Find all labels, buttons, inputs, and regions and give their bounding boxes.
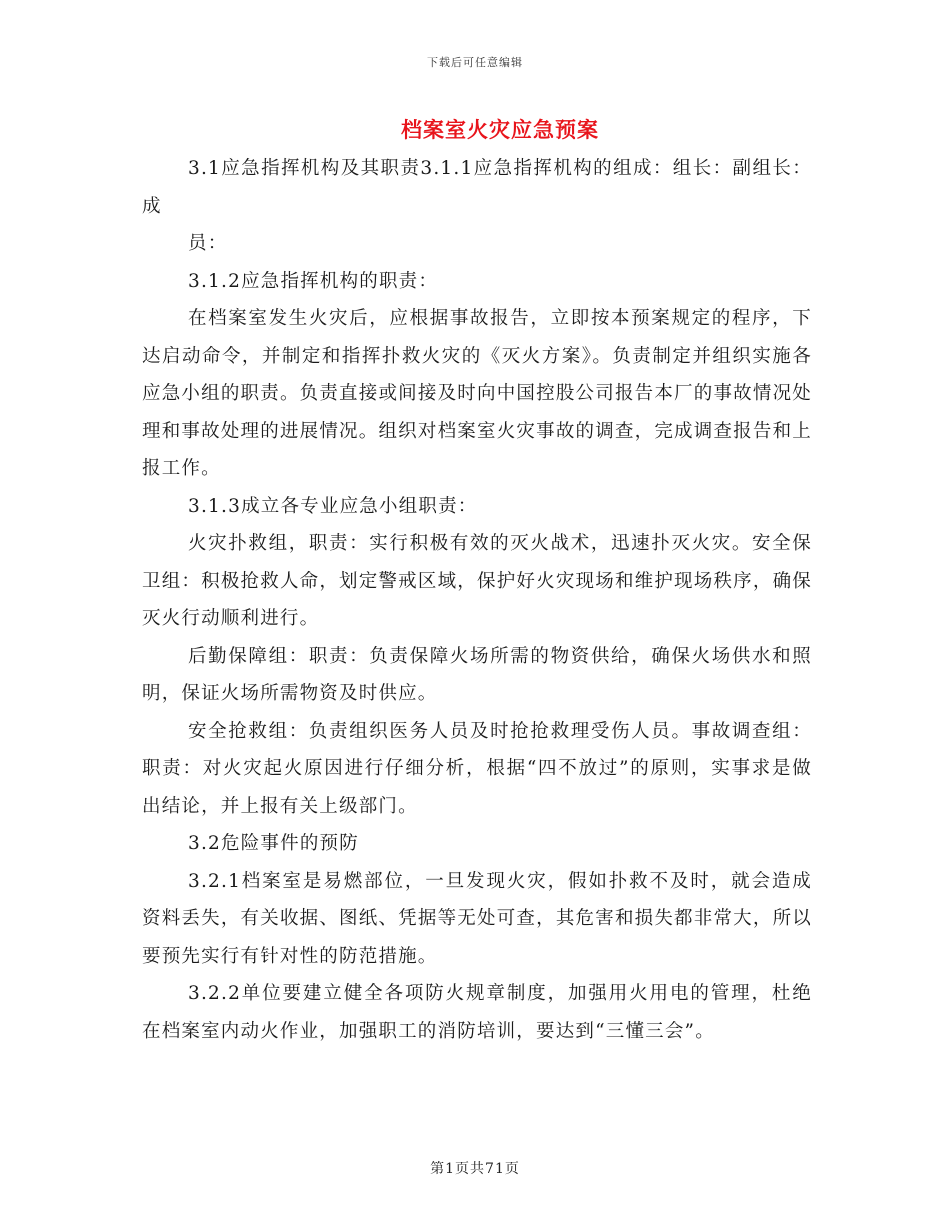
page-number-footer: 第1页共71页 [430, 1161, 520, 1177]
paragraph-section-3-2-1: 3.2.1档案室是易燃部位，一旦发现火灾，假如扑救不及时，就会造成资料丢失，有关收据、图纸、凭据等无处可查，其危害和损失都非常大，所以要预先实行有针对性的防范措施。 [142, 870, 812, 967]
paragraph-rescue-investigation: 安全抢救组：负责组织医务人员及时抢抢救理受伤人员。事故调查组：职责：对火灾起火原因进行仔细分析，根据“四不放过”的原则，实事求是做出结论，并上报有关上级部门。 [142, 720, 812, 817]
paragraph-logistics: 后勤保障组：职责：负责保障火场所需的物资供给，确保火场供水和照明，保证火场所需物资及时供应。 [142, 645, 812, 704]
paragraph-command-duties: 在档案室发生火灾后，应根据事故报告，立即按本预案规定的程序，下达启动命令，并制定和指挥扑救火灾的《灭火方案》。负责制定并组织实施各应急小组的职责。负责直接或间接及时向中国控股公司报告本厂的事故情况处理和事故处理的进展情况。组织对档案室火灾事故的调查，完成调查报告和上报工作。 [142, 308, 812, 479]
document-body [142, 150, 812, 1050]
paragraph-section-3-2-2: 3.2.2单位要建立健全各项防火规章制度，加强用火用电的管理，杜绝在档案室内动火作业，加强职工的消防培训，要达到“三懂三会”。 [142, 983, 812, 1042]
document-title: 档案室火灾应急预案 [401, 118, 599, 142]
paragraph-section-3-2: 3.2危险事件的预防 [188, 833, 359, 854]
paragraph-section-3-1-3: 3.1.3成立各专业应急小组职责： [188, 495, 478, 517]
paragraph-members: 员： [188, 233, 228, 254]
paragraph-section-3-1-2: 3.1.2应急指挥机构的职责： [188, 270, 439, 292]
paragraph-firefighting-security: 火灾扑救组，职责：实行积极有效的灭火战术，迅速扑灭火灾。安全保卫组：积极抢救人命，划定警戒区域，保护好火灾现场和维护现场秩序，确保灭火行动顺利进行。 [142, 533, 812, 629]
page-header-note: 下载后可任意编辑 [427, 56, 523, 69]
paragraph-command-structure: 3.1应急指挥机构及其职责3.1.1应急指挥机构的组成：组长：副组长：成 [142, 158, 812, 217]
